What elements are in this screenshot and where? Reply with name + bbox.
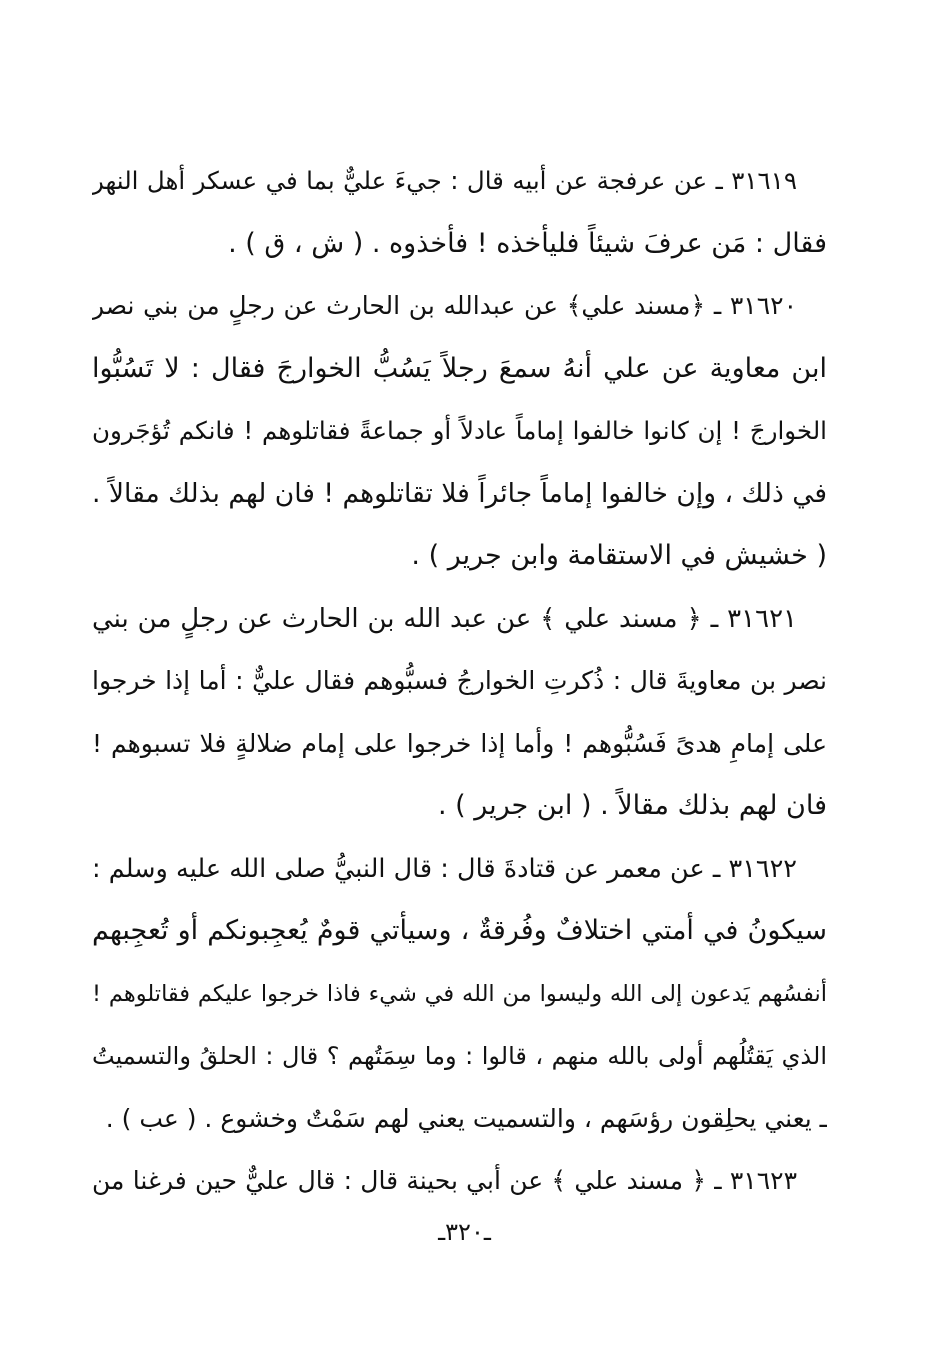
hadith-31619-line-1: ٣١٦١٩ ـ عن عرفجة عن أبيه قال : جيءَ عليٌّ بما في عسكر أهل النهر xyxy=(92,166,797,195)
hadith-31620-line-5: ( خشيش في الاستقامة وابن جرير ) . xyxy=(411,540,827,571)
hadith-31620-line-3: الخوارجَ ! إن كانوا خالفوا إماماً عادلاً أو جماعةً فقاتلوهم ! فانكم تُؤجَرون xyxy=(92,416,827,445)
hadith-31621-line-4: فان لهم بذلك مقالاً . ( ابن جرير ) . xyxy=(437,790,827,821)
hadith-31621-line-1: ٣١٦٢١ ـ ﴿ مسند علي ﴾ عن عبد الله بن الحارث عن رجلٍ من بني xyxy=(92,603,797,634)
hadith-31622-line-3: أنفسُهم يَدعون إلى الله وليسوا من الله في شيء فاذا خرجوا عليكم فقاتلوهم ! xyxy=(92,980,827,1007)
hadith-31620-line-1: ٣١٦٢٠ ـ ﴿مسند علي﴾ عن عبدالله بن الحارث عن رجلٍ من بني نصر xyxy=(92,291,797,320)
hadith-31620-line-2: ابن معاوية عن علي أنهُ سمعَ رجلاً يَسُبُّ الخوارجَ فقال : لا تَسُبُّوا xyxy=(92,352,827,384)
hadith-31623-line-1: ٣١٦٢٣ ـ ﴿ مسند علي ﴾ عن أبي بحينة قال : قال عليٌّ حين فرغنا من xyxy=(92,1166,797,1195)
hadith-31622-line-5: ـ يعني يحلِقون رؤسَهم ، والتسميت يعني لهم سَمْتٌ وخشوع . ( عب ) . xyxy=(105,1103,827,1133)
hadith-31622-line-2: سيكونُ في أمتي اختلافٌ وفُرقةٌ ، وسيأتي قومٌ يُعجِبونكم أو تُعجِبهم xyxy=(92,915,827,946)
page-body-text xyxy=(92,150,827,1213)
hadith-31622-line-1: ٣١٦٢٢ ـ عن معمر عن قتادةَ قال : قال النبيُّ صلى الله عليه وسلم : xyxy=(92,853,797,884)
hadith-31621-line-3: على إمامِ هدىً فَسُبُّوهم ! وأما إذا خرجوا على إمام ضلالةٍ فلا تسبوهم ! xyxy=(92,728,827,758)
hadith-31619-line-2: فقال : مَن عرفَ شيئاً فليأخذه ! فأخذوه . ( ش ، ق ) . xyxy=(228,227,827,259)
page-number: ـ٣٢٠ـ xyxy=(438,1218,491,1246)
hadith-31620-line-4: في ذلك ، وإن خالفوا إماماً جائراً فلا تقاتلوهم ! فان لهم بذلك مقالاً . xyxy=(92,477,827,509)
hadith-31622-line-4: الذي يَقتُلُهم أولى بالله منهم ، قالوا : وما سِمَتُهم ؟ قال : الحلقُ والتسميتُ xyxy=(92,1042,827,1070)
hadith-31621-line-2: نصر بن معاويةَ قال : ذُكرتِ الخوارجُ فسبُّوهم فقال عليٌّ : أما إذا خرجوا xyxy=(92,666,827,695)
